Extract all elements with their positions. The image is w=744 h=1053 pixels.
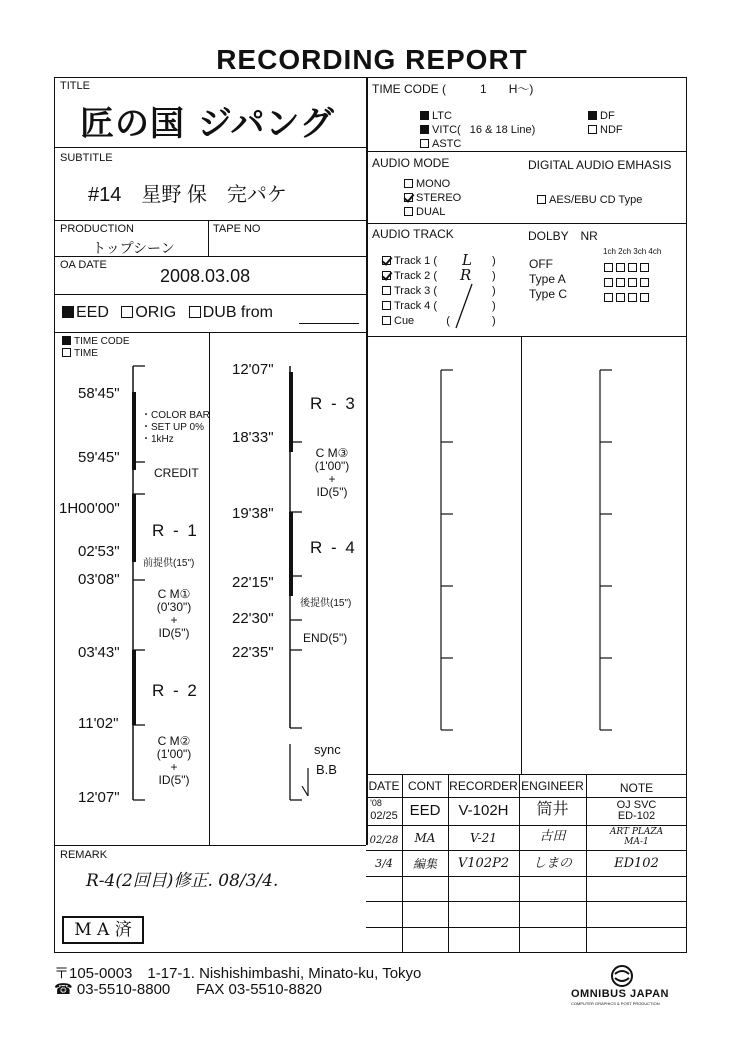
divider-top-vertical [366, 77, 368, 845]
audio-ch1-bracket [436, 368, 466, 738]
footer-fax: FAX 03-5510-8820 [196, 981, 322, 998]
dub-checkbox [189, 306, 201, 318]
log-header-note: NOTE [619, 781, 654, 795]
log-row3-recorder: V102P2 [457, 856, 510, 871]
cm1-block: C M① (0'30") + ID(5") [156, 587, 192, 640]
dolby-off: OFF [529, 257, 553, 271]
log-row1-note2: ED-102 [617, 810, 656, 822]
segment-r4: R - 4 [310, 538, 357, 557]
emphasis-checkbox [537, 195, 546, 204]
df-checkbox [588, 111, 597, 120]
divider-audio-channels [521, 336, 522, 774]
track-4-close: ) [492, 300, 496, 312]
log-top [366, 774, 687, 775]
track-4-checkbox [382, 301, 391, 310]
dolby-c-3ch [628, 293, 637, 302]
dolby-channels: 1ch 2ch 3ch 4ch [603, 247, 662, 256]
tc-mode-timecode[interactable]: TIME CODE [62, 336, 130, 347]
log-header-cont: CONT [408, 779, 442, 793]
mid-timeline-rail [282, 364, 322, 804]
stereo-checkbox [404, 193, 413, 202]
log-row2-note1: ART PLAZA [609, 827, 664, 837]
log-row2-date: 02/28 [369, 835, 399, 846]
log-header-recorder: RECORDER [449, 779, 518, 793]
dolby-c-boxes[interactable] [604, 288, 652, 306]
orig-checkbox [121, 306, 133, 318]
report-title: RECORDING REPORT [216, 44, 528, 75]
dual-checkbox [404, 207, 413, 216]
r1-note: 前提供(15") [143, 558, 195, 569]
audio-track-label: AUDIO TRACK [372, 227, 454, 241]
divider-source [54, 332, 366, 333]
dual-option[interactable]: DUAL [404, 206, 445, 218]
log-row1-bottom [366, 825, 687, 826]
time-checkbox [62, 348, 71, 357]
dolby-a-2ch [616, 278, 625, 287]
log-row5-bottom [366, 927, 687, 928]
track-1[interactable]: Track 1 ( [382, 255, 437, 267]
title-label: TITLE [60, 80, 90, 92]
r4-note: 後提供(15") [300, 598, 352, 609]
track-2-hand: R [460, 266, 472, 284]
dolby-a-1ch [604, 278, 613, 287]
left-time-6: 03'43" [78, 644, 120, 661]
emphasis-label: DIGITAL AUDIO EMHASIS [528, 158, 672, 172]
subtitle-label: SUBTITLE [60, 152, 113, 164]
track-2-checkbox [382, 271, 391, 280]
track-3-checkbox [382, 286, 391, 295]
track-3[interactable]: Track 3 ( [382, 285, 437, 297]
cm2-block: C M② (1'00") + ID(5") [156, 734, 192, 787]
track-unused-slash [450, 282, 480, 332]
log-row2-note2: MA-1 [624, 837, 649, 847]
eed-option[interactable]: EED [62, 304, 109, 321]
production-value[interactable]: トップシーン [92, 240, 175, 256]
footer-address: 〒105-0003 1-17-1. Nishishimbashi, Minato-ku, Tokyo [54, 965, 422, 982]
left-time-7: 11'02" [78, 715, 119, 732]
production-label: PRODUCTION [60, 223, 134, 235]
dolby-a-4ch [640, 278, 649, 287]
mid-time-2: 18'33" [232, 429, 274, 446]
log-row1-cont: EED [409, 802, 441, 819]
note-1khz: ・1kHz [141, 434, 174, 445]
emphasis-option[interactable]: AES/EBU CD Type [537, 194, 642, 206]
divider-audiomode [366, 223, 687, 224]
oa-date-label: OA DATE [60, 259, 107, 271]
ma-stamp: M A 済 [62, 916, 144, 944]
track-3-close: ) [492, 285, 496, 297]
note-colorbar: ・COLOR BAR [141, 410, 210, 421]
log-header-bottom [366, 797, 687, 798]
ltc-checkbox [420, 111, 429, 120]
left-time-3: 1H00'00" [59, 500, 120, 517]
sync-label: sync [314, 742, 341, 757]
cue-close: ) [492, 315, 496, 327]
ndf-option[interactable]: NDF [588, 124, 623, 136]
credit-label: CREDIT [154, 466, 199, 480]
log-row1-recorder: V-102H [458, 802, 509, 819]
dolby-off-1ch [604, 263, 613, 272]
log-header-date: DATE [368, 779, 400, 793]
segment-r1: R - 1 [152, 521, 199, 540]
title-value[interactable]: 匠の国 ジパング [80, 104, 335, 144]
dolby-label: DOLBY NR [528, 229, 598, 243]
divider-subtitle [54, 220, 366, 221]
cm3-block: C M③ (1'00") + ID(5") [314, 446, 350, 499]
dolby-off-4ch [640, 263, 649, 272]
astc-checkbox [420, 139, 429, 148]
dub-from-line [299, 323, 359, 324]
subtitle-value[interactable]: #14 星野 保 完パケ [88, 184, 287, 206]
orig-option[interactable]: ORIG [121, 304, 176, 321]
track-cue[interactable]: Cue ( [382, 315, 450, 327]
audio-mode-label: AUDIO MODE [372, 156, 450, 170]
audio-ch2-bracket [595, 368, 625, 738]
log-row2-bottom [366, 850, 687, 851]
eed-checkbox [62, 306, 74, 318]
track-4[interactable]: Track 4 ( [382, 300, 437, 312]
left-time-4: 02'53" [78, 543, 120, 560]
omnibus-logo-icon [610, 964, 634, 988]
dolby-c-4ch [640, 293, 649, 302]
log-row1-date: 02/25 [370, 810, 398, 822]
tc-mode-time[interactable]: TIME [62, 348, 98, 359]
footer-company: OMNIBUS JAPAN [571, 988, 669, 1000]
ltc-option[interactable]: LTC [420, 110, 452, 122]
footer-tel: ☎ 03-5510-8800 [54, 981, 171, 998]
divider-production-tape [208, 221, 209, 256]
track-1-hand: L [462, 251, 472, 269]
log-row2-cont: MA [414, 831, 436, 845]
track-1-checkbox [382, 256, 391, 265]
divider-audiotrack [366, 336, 687, 337]
vitc-option[interactable]: VITC( 16 & 18 Line) [420, 124, 535, 136]
end-label: END(5") [303, 631, 348, 645]
segment-r2: R - 2 [152, 681, 199, 700]
left-time-5: 03'08" [78, 571, 120, 588]
footer-company-sub: COMPUTER GRAPHICS & POST PRODUCTION [571, 1001, 660, 1006]
log-row3-cont: 編集 [412, 857, 437, 871]
source-row [62, 304, 273, 322]
tc-checkbox [62, 336, 71, 345]
mid-time-3: 19'38" [232, 505, 274, 522]
divider-timecode [366, 151, 687, 152]
log-row4-bottom [366, 901, 687, 902]
log-row3-date: 3/4 [375, 857, 393, 870]
oa-date-value[interactable]: 2008.03.08 [160, 266, 251, 286]
left-time-2: 59'45" [78, 449, 120, 466]
log-row2-engineer: 古田 [539, 829, 566, 844]
note-setup: ・SET UP 0% [141, 422, 204, 433]
remark-text[interactable]: R-4(2回目)修正. 08/3/4. [86, 871, 279, 891]
astc-option[interactable]: ASTC [420, 138, 461, 150]
stereo-option[interactable]: STEREO [404, 192, 461, 204]
divider-oa-date [54, 294, 366, 295]
divider-title [54, 147, 366, 148]
df-option[interactable]: DF [588, 110, 615, 122]
bb-label: B.B [316, 762, 337, 777]
track-1-close: ) [492, 255, 496, 267]
left-time-1: 58'45" [78, 385, 120, 402]
left-time-8: 12'07" [78, 789, 120, 806]
dolby-off-2ch [616, 263, 625, 272]
tape-no-label: TAPE NO [213, 223, 261, 235]
segment-r3: R - 3 [310, 394, 357, 413]
ndf-checkbox [588, 125, 597, 134]
timecode-label: TIME CODE ( 1 H〜) [372, 82, 534, 96]
divider-timeline-mid [209, 332, 210, 845]
log-header-engineer: ENGINEER [521, 779, 584, 793]
log-row1-date-top: '08 [370, 798, 382, 808]
log-row3-note1: ED102 [614, 856, 659, 871]
mono-option[interactable]: MONO [404, 178, 450, 190]
vitc-checkbox [420, 125, 429, 134]
mono-checkbox [404, 179, 413, 188]
mid-time-6: 22'35" [232, 644, 274, 661]
remark-label: REMARK [60, 849, 108, 861]
dolby-a-3ch [628, 278, 637, 287]
dolby-c-2ch [616, 293, 625, 302]
dolby-type-c: Type C [529, 287, 568, 301]
divider-remark [54, 845, 366, 846]
dub-option[interactable]: DUB from [189, 304, 273, 321]
dolby-type-a: Type A [529, 272, 566, 286]
mid-time-5: 22'30" [232, 610, 274, 627]
log-row3-engineer: しまの [532, 856, 572, 871]
log-row3-bottom [366, 876, 687, 877]
log-row2-recorder: V-21 [470, 831, 497, 845]
log-row1-note1: OJ SVC [616, 799, 657, 811]
track-2[interactable]: Track 2 ( [382, 270, 437, 282]
mid-time-4: 22'15" [232, 574, 274, 591]
dolby-c-1ch [604, 293, 613, 302]
mid-time-1: 12'07" [232, 361, 274, 378]
log-row1-engineer: 筒井 [536, 801, 569, 818]
track-2-close: ) [492, 270, 496, 282]
cue-checkbox [382, 316, 391, 325]
dolby-off-3ch [628, 263, 637, 272]
